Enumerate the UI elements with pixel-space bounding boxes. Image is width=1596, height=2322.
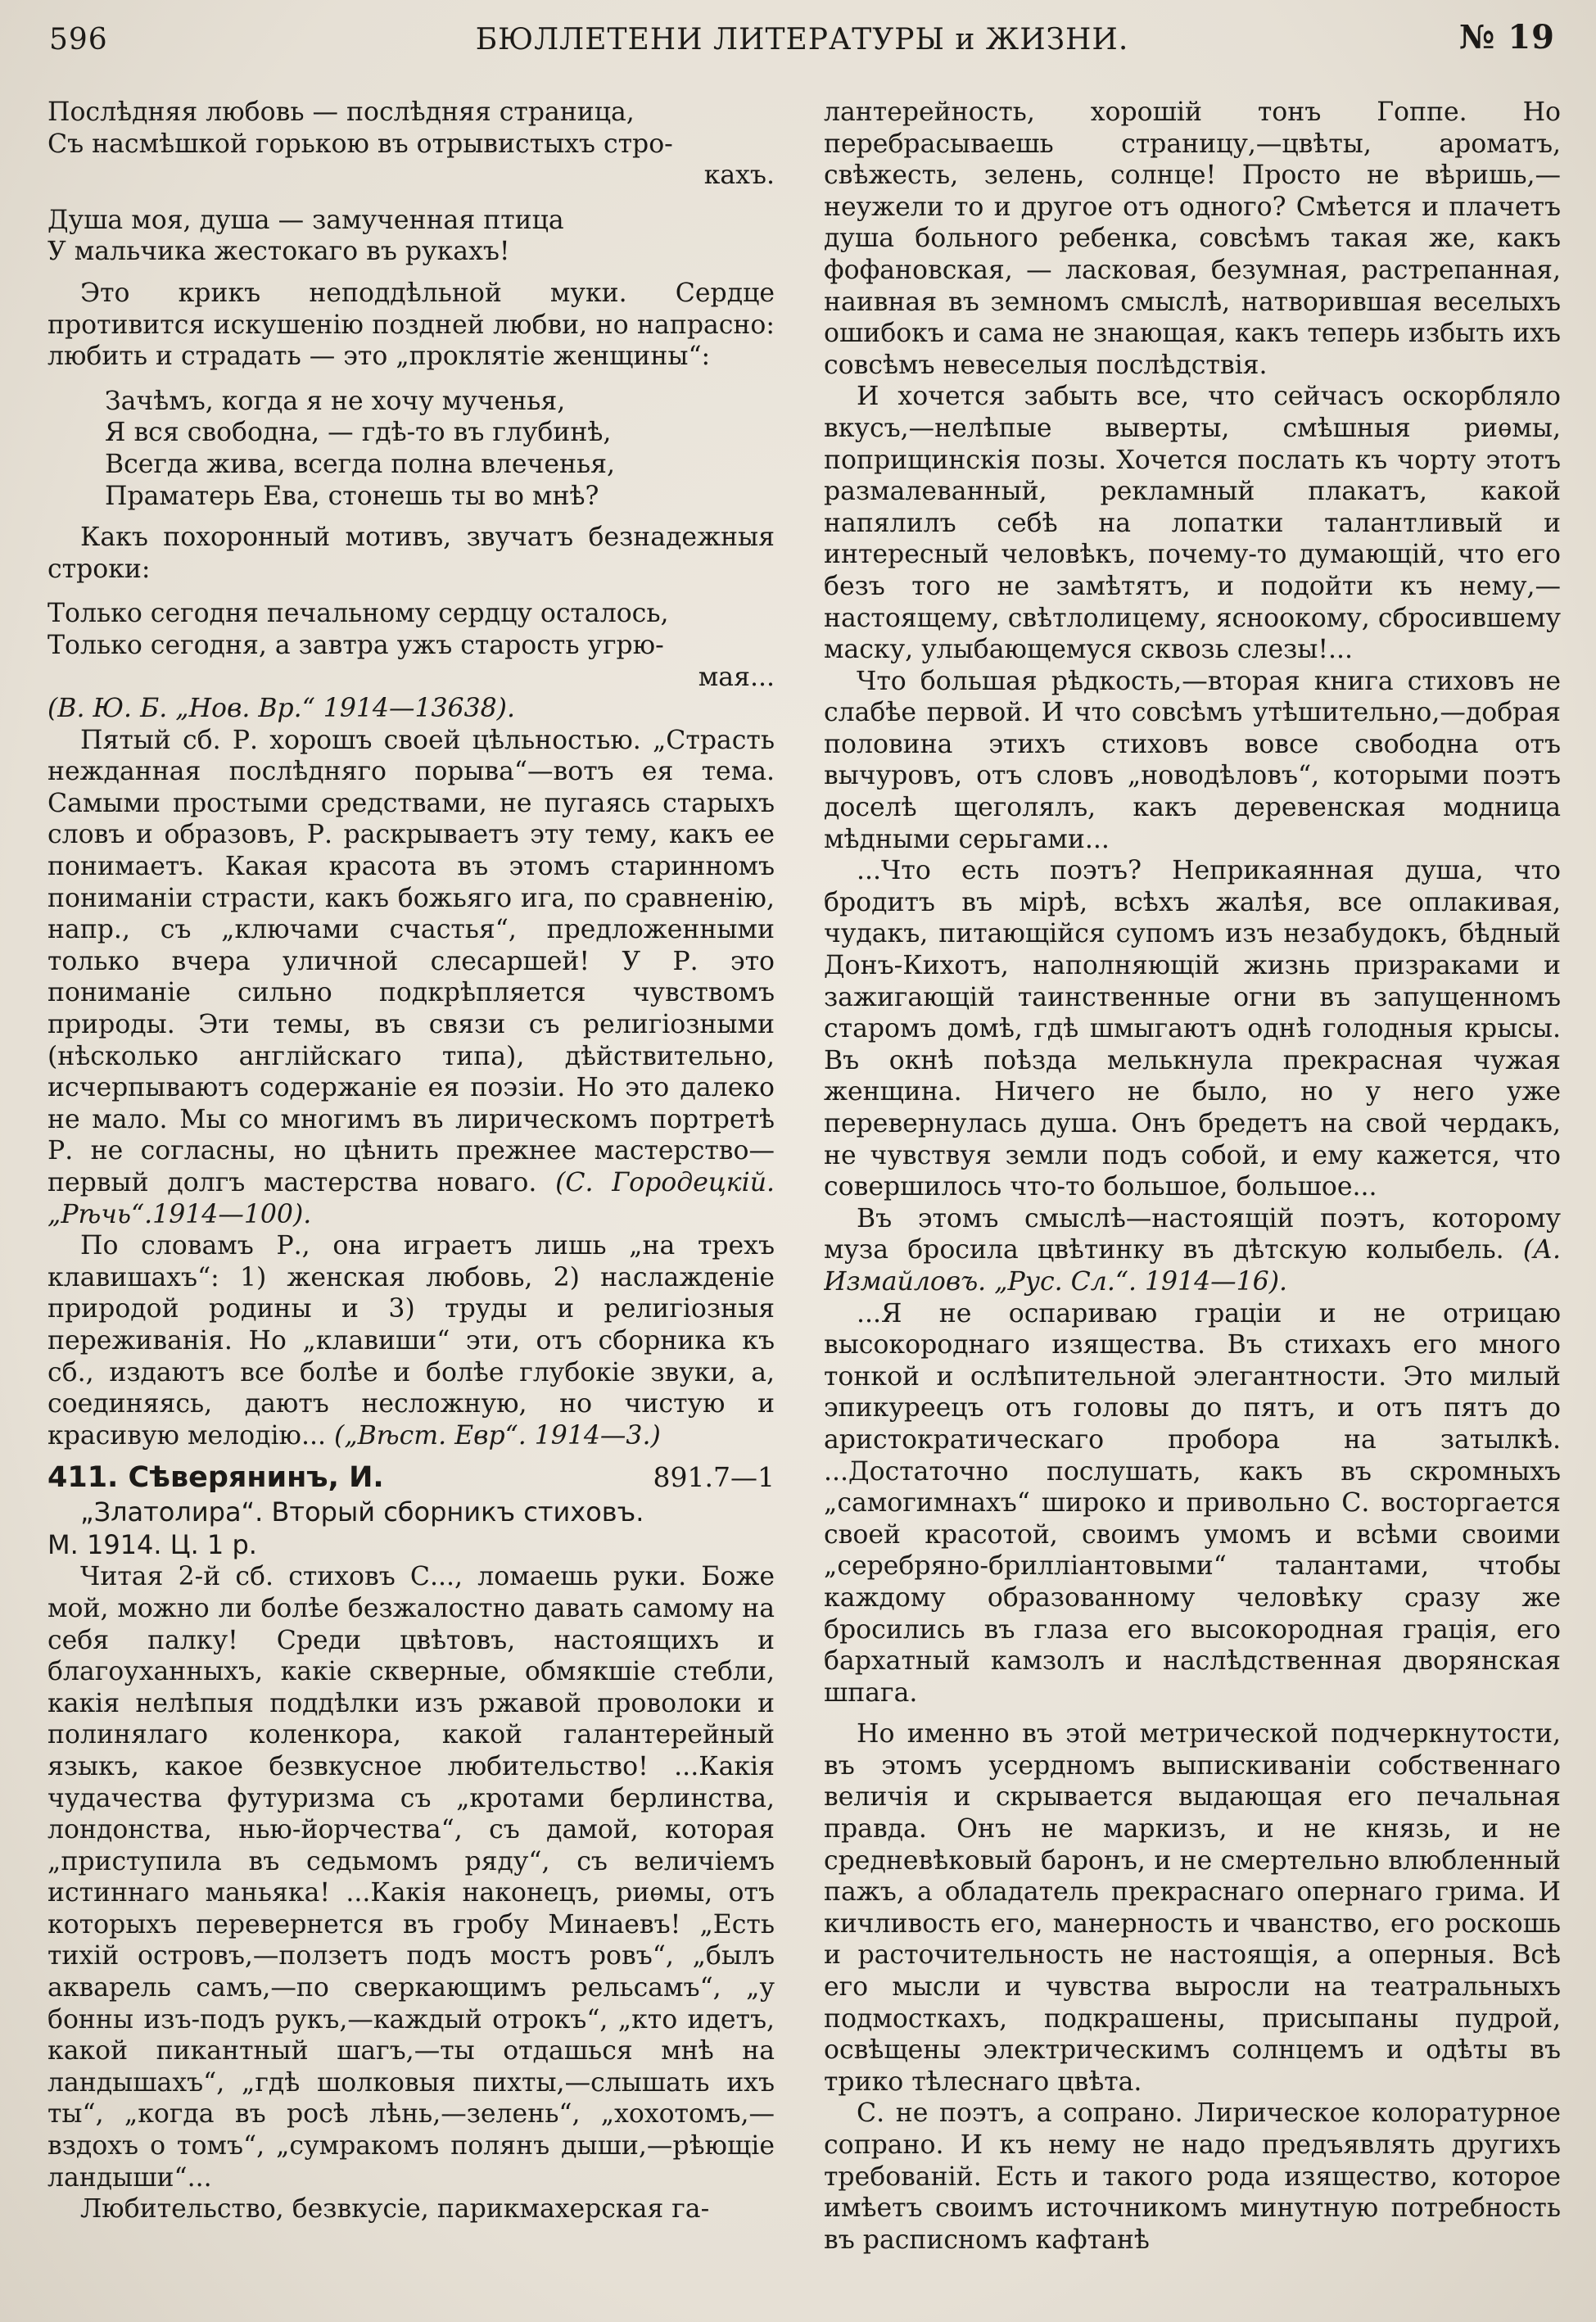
entry-book-title: „Златолира“. Вторый сборникъ стиховъ. <box>80 1496 644 1528</box>
page-number: 596 <box>49 23 108 57</box>
paragraph-text: Пятый сб. Р. хорошъ своей цѣльностью. „Страсть нежданная послѣдняго порыва“—вотъ ея тема. Самыми простыми средствами, не пугаясь старыхъ словъ и образовъ, Р. раскрываетъ эту тему, какъ ее понимаетъ. Какая красота въ этомъ старинномъ пониманіи страсти, какъ божьяго ига, по сравненію, напр., съ „ключами счастья“, предложенными только вчера уличной слесаршей! У Р. это пониманіе сильно подкрѣпляется чувствомъ природы. Эти темы, въ связи съ религіозными (нѣсколько англійскаго типа), дѣйствительно, исчерпываютъ содержаніе ея поэзіи. Но это далеко не мало. Мы со многимъ въ лирическомъ портретѣ Р. не согласны, но цѣнить прежнее мастерство—первый долгъ мастерства новаго. <box>47 725 775 1197</box>
paragraph <box>47 725 775 1231</box>
poem-stanza-4 <box>47 598 775 693</box>
citation-text: (С. Городецкій. „Рѣчь“.1914—100). <box>47 1168 775 1229</box>
paragraph-text: Въ этомъ смыслѣ—настоящій поэтъ, которому муза бросила цвѣтинку въ дѣтскую колыбель. <box>824 1203 1561 1265</box>
citation-text: („Вѣст. Евр“. 1914—3.) <box>334 1420 661 1451</box>
running-title: БЮЛЛЕТЕНИ ЛИТЕРАТУРЫ и ЖИЗНИ. <box>475 23 1129 57</box>
poem-line: Только сегодня, а завтра ужъ старость угрю- <box>47 630 664 660</box>
paragraph: И хочется забыть все, что сейчасъ оскорбляло вкусъ,—нелѣпые выверты, смѣшныя риѳмы, поприщинскія позы. Хочется послать къ чорту этотъ размалеванный, рекламный плакатъ, какой напялилъ себѣ на лопатки талантливый и интересный человѣкъ, почему-то думающій, что его безъ того не замѣтятъ, и подойти къ нему,—настоящему, свѣтлолицему, ясноокому, сбросившему маску, улыбающемуся сквозь слезы!... <box>824 382 1561 665</box>
citation-text: (В. Ю. Б. „Нов. Вр.“ 1914—13638). <box>47 694 515 724</box>
paragraph: Любительство, безвкусіе, парикмахерская га- <box>80 2194 710 2225</box>
entry-classification: 891.7—1 <box>653 1461 775 1494</box>
source-citation <box>47 693 775 725</box>
right-column <box>824 97 1561 2306</box>
bibliography-entry-heading <box>47 1460 775 1496</box>
poem-line: Всегда жива, всегда полна влеченья, <box>105 449 615 479</box>
entry-publication: М. 1914. Ц. 1 р. <box>47 1529 257 1561</box>
poem-stanza-2 <box>47 205 775 268</box>
poem-line: кахъ. <box>703 161 775 191</box>
poem-stanza-3 <box>47 386 775 512</box>
paragraph <box>47 1230 775 1451</box>
paragraph: С. не поэтъ, а сопрано. Лирическое колоратурное сопрано. И къ нему не надо предъявлять другихъ требованій. Есть и такого рода изящество, которое имѣетъ своимъ источникомъ минутную потребность въ расписномъ кафтанѣ <box>824 2098 1561 2255</box>
citation-text: (А. Измайловъ. „Рус. Сл.“. 1914—16). <box>824 1235 1561 1297</box>
poem-line: Послѣдняя любовь — послѣдняя страница, <box>47 97 635 127</box>
paragraph: Какъ похоронный мотивъ, звучатъ безнадежныя строки: <box>47 523 775 584</box>
poem-line: Только сегодня печальному сердцу осталось, <box>47 599 669 629</box>
paragraph: Это крикъ неподдѣльной муки. Сердце противится искушенію поздней любви, но напрасно: любить и страдать — это „проклятіе женщины“: <box>47 278 775 372</box>
entry-author: 411. Сѣверянинъ, И. <box>47 1461 384 1495</box>
issue-number: № 19 <box>1458 18 1555 57</box>
paragraph: Что большая рѣдкость,—вторая книга стиховъ не слабѣе первой. И что совсѣмъ утѣшительно,—добрая половина этихъ стиховъ вовсе свободна отъ вычуровъ, отъ словъ „новодѣловъ“, которыми поэтъ доселѣ щеголялъ, какъ деревенская модница мѣдными серьгами... <box>824 666 1561 854</box>
poem-line: Я вся свободна, — гдѣ-то въ глубинѣ, <box>105 418 612 448</box>
paragraph <box>824 1203 1561 1298</box>
page-header <box>49 15 1555 64</box>
poem-line: Душа моя, душа — замученная птица <box>47 205 564 235</box>
left-column <box>47 97 775 2306</box>
poem-line: Съ насмѣшкой горькою въ отрывистыхъ стро- <box>47 129 673 159</box>
paragraph: ...Что есть поэтъ? Неприкаянная душа, что бродитъ въ мірѣ, всѣхъ жалѣя, все оплакивая, чудакъ, питающійся супомъ изъ незабудокъ, бѣдный Донъ-Кихотъ, наполняющій жизнь призраками и зажигающій таинственные огни въ запущенномъ старомъ домѣ, гдѣ шмыгаютъ однѣ голодныя крысы. Въ окнѣ поѣзда мелькнула прекрасная чужая женщина. Ничего не было, но у него уже перевернулась душа. Онъ бредетъ на свой чердакъ, не чувствуя земли подъ собой, и ему кажется, что совершилось что-то большое, большое... <box>824 856 1561 1202</box>
poem-stanza-1 <box>47 97 775 192</box>
paragraph: лантерейность, хорошій тонъ Гоппе. Но перебрасываешь страницу,—цвѣты, ароматъ, свѣжесть, зелень, солнце! Просто не вѣришь,— неужели то и другое отъ одного? Смѣется и плачетъ душа больного ребенка, совсѣмъ такая же, какъ фофановская, — ласковая, безумная, растрепанная, наивная въ земномъ смыслѣ, натворившая веселыхъ ошибокъ и сама не знающая, какъ теперь избыть ихъ совсѣмъ невеселыя послѣдствія. <box>824 97 1561 380</box>
poem-line: мая... <box>698 662 775 692</box>
poem-line: Зачѣмъ, когда я не хочу мученья, <box>105 386 566 416</box>
paragraph: Но именно въ этой метрической подчеркнутости, въ этомъ усердномъ выпискиваніи собственнаго величія и скрывается выдающая его печальная правда. Онъ не маркизъ, и не князь, и не средневѣковый баронъ, и не смертельно влюбленный пажъ, а обладатель прекраснаго опернаго грима. И кичливость его, манерность и чванство, его роскошь и расточительность не настоящія, а оперныя. Всѣ его мысли и чувства выросли на театральныхъ подмосткахъ, подкрашены, присыпаны пудрой, освѣщены электрическимъ солнцемъ и одѣты въ трико тѣлеснаго цвѣта. <box>824 1719 1561 2097</box>
paragraph: ...Я не оспариваю граціи и не отрицаю высокороднаго изящества. Въ стихахъ его много тонкой и ослѣпительной элегантности. Это милый эпикуреецъ отъ головы до пятъ, и отъ пятъ до аристократическаго пробора на затылкѣ. ...Достаточно послушать, какъ въ скромныхъ „самогимнахъ“ широко и привольно С. восторгается своей красотой, своимъ умомъ и всѣми своими „серебряно-бриллiантовыми“ талантами, чтобы каждому образованному человѣку сразу же бросились въ глаза его высокородная грація, его бархатный камзолъ и наслѣдственная дворянская шпага. <box>824 1298 1561 1708</box>
poem-line: Праматерь Ева, стонешь ты во мнѣ? <box>105 481 599 511</box>
paragraph-text: По словамъ Р., она играетъ лишь „на трехъ клавишахъ“: 1) женская любовь, 2) наслажденіе природой родины и 3) труды и религіозныя переживанія. Но „клавиши“ эти, отъ сборника къ сб., издаютъ все болѣе и болѣе глубокіе звуки, а, соединяясь, даютъ несложную, но чистую и красивую мелодію... <box>47 1231 775 1451</box>
poem-line: У мальчика жестокаго въ рукахъ! <box>47 237 510 267</box>
paragraph: Читая 2-й сб. стиховъ С..., ломаешь руки. Боже мой, можно ли болѣе безжалостно давать самому на себя палку! Среди цвѣтовъ, настоящихъ и благоуханныхъ, какіе скверные, обмякшіе стебли, какія нелѣпыя поддѣлки изъ ржавой проволоки и полинялаго коленкора, какой галантерейный языкъ, какое безвкусное любительство! ...Какія чудачества футуризма съ „кротами берлинства, лондонства, нью-йорчества“, съ дамой, которая „приступила въ седьмомъ ряду“, съ величіемъ истиннаго маньяка! ...Какія наконецъ, риѳмы, отъ которыхъ перевернется въ гробу Минаевъ! „Есть тихій островъ,—ползетъ подъ мостъ ровъ“, „былъ акварель самъ,—по сверкающимъ рельсамъ“, „у бонны изъ-подъ рукъ,—каждый отрокъ“, „кто идетъ, какой пикантный шагъ,—ты отдашься мнѣ на ландышахъ“, „гдѣ шолковыя пихты,—слышать ихъ ты“, „когда въ росѣ лѣнь,—зелень“, „хохотомъ,—вздохъ о томъ“, „сумракомъ полянъ дыши,—рѣющіе ландыши“... <box>47 1562 775 2193</box>
